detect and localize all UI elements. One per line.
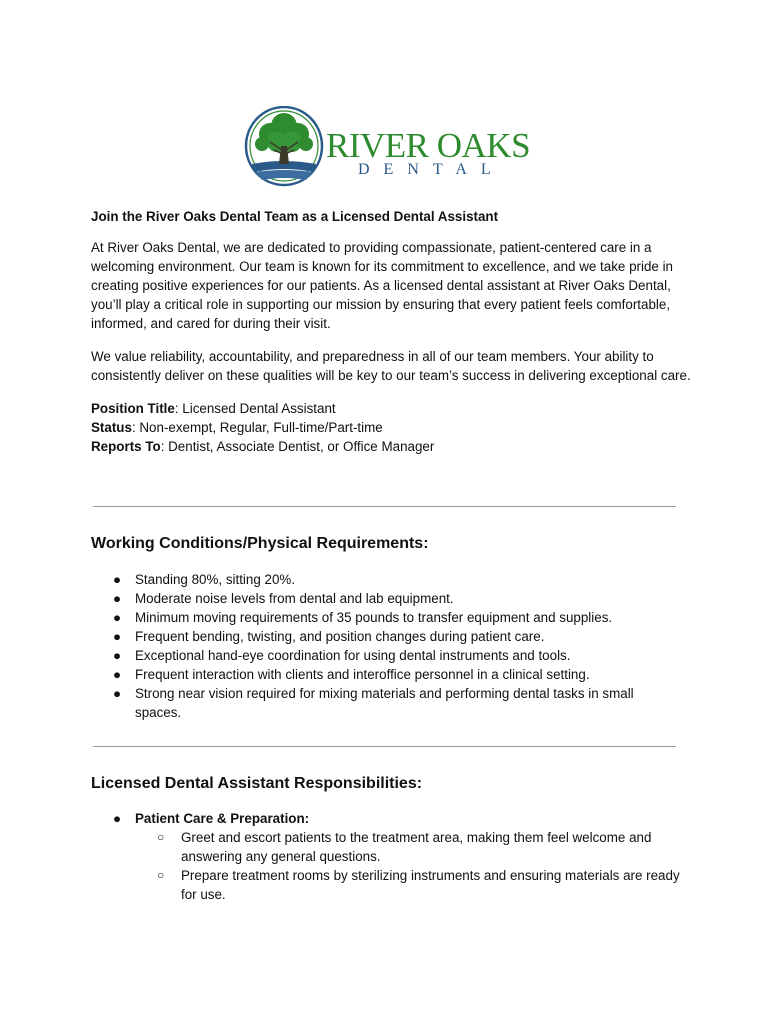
section-divider-1 [93,506,676,507]
river-oaks-dental-logo [244,106,534,190]
logo-wordmark-sub: DENTAL [358,161,505,178]
list-item: ● Frequent bending, twisting, and position changes during patient care. [113,629,545,644]
bullet-icon: ● [113,572,122,587]
bullet-icon: ● [113,667,122,682]
bullet-icon: ● [113,811,122,826]
responsibilities-title: Licensed Dental Assistant Responsibilities: [91,775,423,792]
hollow-bullet-icon: ○ [157,830,165,844]
position-title-value: : Licensed Dental Assistant [174,401,336,416]
hollow-bullet-icon: ○ [157,868,165,882]
status-label: Status [91,420,132,435]
position-title-label: Position Title [91,401,175,416]
bullet-icon: ● [113,610,122,625]
intro-paragraph-1: At River Oaks Dental, we are dedicated to providing compassionate, patient-centered care in a welcoming environment. Our team is known for its commitment to excellence, and we take pride in creating positive experiences for our patients. As a licensed dental assistant at River Oaks Dental, you’ll play a critical role in supporting our mission by ensuring that every patient feels comfortable, informed, and cared for during their visit. [91,240,674,331]
working-conditions-title: Working Conditions/Physical Requirements: [91,535,429,552]
status-value: : Non-exempt, Regular, Full-time/Part-time [131,420,383,435]
working-conditions-list [91,570,671,722]
reports-to-value: : Dentist, Associate Dentist, or Office Manager [160,439,435,454]
list-item: ● Exceptional hand-eye coordination for using dental instruments and tools. [113,648,571,663]
section-divider-2 [93,746,676,747]
document-headline: Join the River Oaks Dental Team as a Licensed Dental Assistant [91,209,499,224]
list-item: ● Standing 80%, sitting 20%. [113,572,296,587]
intro-paragraph-2: We value reliability, accountability, and preparedness in all of our team members. Your ability to consistently deliver on these qualities will be key to our team’s success in delivering exceptional care. [91,349,691,383]
bullet-icon: ● [113,686,122,701]
list-item: ● Frequent interaction with clients and interoffice personnel in a clinical setting. [113,667,590,682]
list-item: ● Moderate noise levels from dental and lab equipment. [113,591,454,606]
list-item: ● Strong near vision required for mixing materials and performing dental tasks in small spaces. [113,686,634,720]
bullet-icon: ● [113,629,122,644]
logo-wordmark-main: RIVER OAKS [326,126,531,165]
status-line [91,418,691,437]
sub-list-item: ○ Greet and escort patients to the treatment area, making them feel welcome and answering any general questions. [157,830,652,864]
list-item: ● Minimum moving requirements of 35 pounds to transfer equipment and supplies. [113,610,613,625]
reports-to-label: Reports To [91,439,161,454]
intro-section [91,207,691,456]
responsibility-group [91,809,691,904]
bullet-icon: ● [113,591,122,606]
position-title-line [91,399,691,418]
sub-list-item: ○ Prepare treatment rooms by sterilizing instruments and ensuring materials are ready for use. [157,868,680,902]
oak-tree-emblem-icon [244,106,324,188]
bullet-icon: ● [113,648,122,663]
responsibility-group-label: Patient Care & Preparation: [135,811,310,826]
responsibility-sub-list [135,828,691,904]
responsibilities-list [91,809,691,904]
reports-to-line [91,437,691,456]
